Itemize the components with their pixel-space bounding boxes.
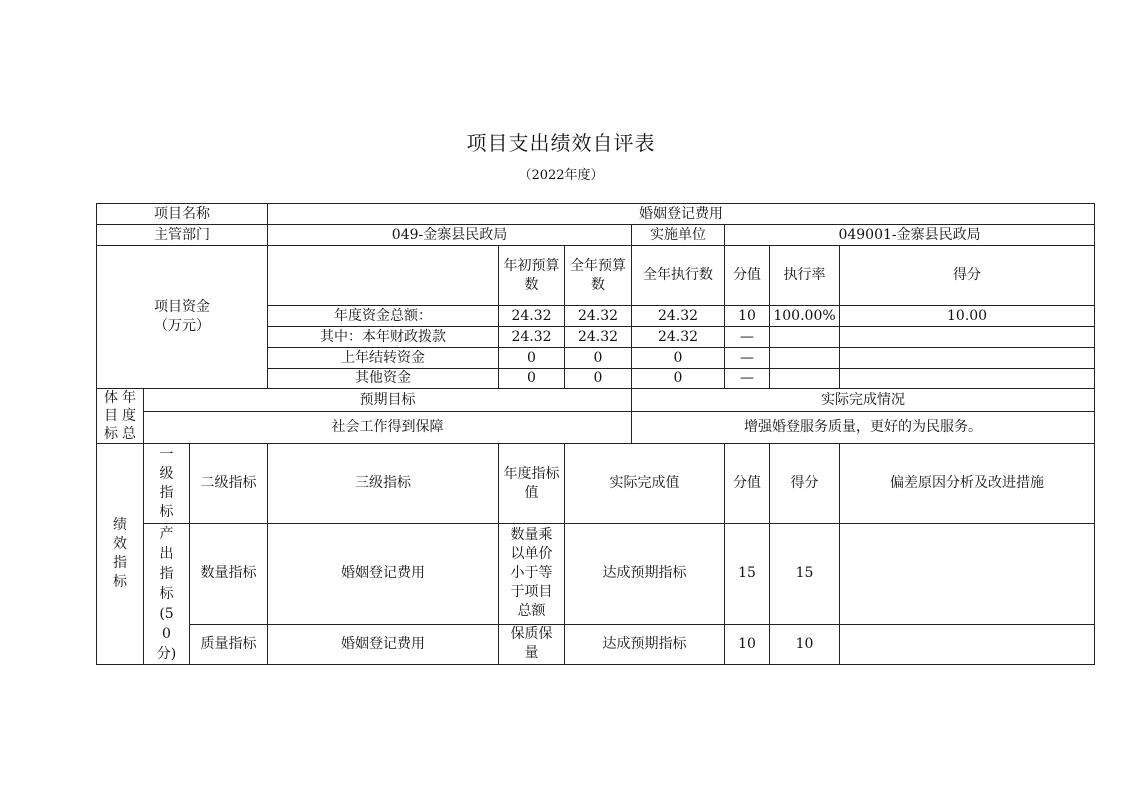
ind-level2: 质量指标 <box>190 624 268 664</box>
funds-row-label: 其中：本年财政拨款 <box>268 327 499 348</box>
project-name-value: 婚姻登记费用 <box>268 204 1095 225</box>
ind-level2: 数量指标 <box>190 524 268 625</box>
funds-row-exec: 24.32 <box>632 327 725 348</box>
ind-target: 保质保量 <box>499 624 565 664</box>
funds-row-score <box>840 327 1095 348</box>
funds-row-rate <box>770 348 840 369</box>
ind-actual: 达成预期指标 <box>565 524 725 625</box>
ind-score: 10 <box>770 624 840 664</box>
funds-row-initial: 0 <box>499 348 565 369</box>
funds-row-annual: 0 <box>565 369 632 389</box>
header-actual-value: 实际完成值 <box>565 444 725 524</box>
funds-row-score: 10.00 <box>840 306 1095 327</box>
ind-target: 数量乘以单价小于等于项目总额 <box>499 524 565 625</box>
expected-goal-header: 预期目标 <box>144 389 632 412</box>
funds-label-line2: （万元） <box>154 318 210 334</box>
header-level1: 一级指标 <box>144 444 190 524</box>
form-title: 项目支出绩效自评表 <box>466 131 656 155</box>
header-exec-rate: 执行率 <box>770 246 840 306</box>
header-level2: 二级指标 <box>190 444 268 524</box>
header-target: 年度指标值 <box>499 444 565 524</box>
form-subtitle: （2022年度） <box>518 168 604 183</box>
overall-goal-label <box>97 389 144 444</box>
funds-row-exec: 0 <box>632 348 725 369</box>
header-annual-budget: 全年预算数 <box>565 246 632 306</box>
indicators-section-label <box>97 444 144 665</box>
funds-header-blank <box>268 246 499 306</box>
funds-row-initial: 0 <box>499 369 565 389</box>
indicators-section-text: 绩效指标 <box>113 517 127 590</box>
level1-output: 产出指标(50分) <box>144 524 190 665</box>
funds-row-label: 年度资金总额： <box>268 306 499 327</box>
ind-deviation <box>840 624 1095 664</box>
ind-deviation <box>840 524 1095 625</box>
funds-row-label: 其他资金 <box>268 369 499 389</box>
header-annual-exec: 全年执行数 <box>632 246 725 306</box>
department-label: 主管部门 <box>97 225 268 246</box>
header-points: 分值 <box>725 246 770 306</box>
actual-completion-value: 增强婚登服务质量，更好的为民服务。 <box>632 412 1095 444</box>
funds-row-initial: 24.32 <box>499 327 565 348</box>
funds-row-points: — <box>725 348 770 369</box>
ind-level3: 婚姻登记费用 <box>268 524 499 625</box>
ind-actual: 达成预期指标 <box>565 624 725 664</box>
funds-row-label: 上年结转资金 <box>268 348 499 369</box>
header-initial-budget: 年初预算数 <box>499 246 565 306</box>
funds-row-points: — <box>725 369 770 389</box>
ind-level3: 婚姻登记费用 <box>268 624 499 664</box>
funds-label-line1: 项目资金 <box>154 299 210 315</box>
header-ind-points: 分值 <box>725 444 770 524</box>
funds-row-rate <box>770 327 840 348</box>
expected-goal-value: 社会工作得到保障 <box>144 412 632 444</box>
header-deviation: 偏差原因分析及改进措施 <box>840 444 1095 524</box>
overall-goal-label-text: 体 目 标 年 度 总 <box>104 390 136 442</box>
ind-points: 10 <box>725 624 770 664</box>
ind-points: 15 <box>725 524 770 625</box>
self-evaluation-table <box>96 203 1095 665</box>
funds-row-points: — <box>725 327 770 348</box>
header-ind-score: 得分 <box>770 444 840 524</box>
implementing-unit-value: 049001-金寨县民政局 <box>725 225 1095 246</box>
funds-row-initial: 24.32 <box>499 306 565 327</box>
project-name-label: 项目名称 <box>97 204 268 225</box>
ind-score: 15 <box>770 524 840 625</box>
funds-row-score <box>840 369 1095 389</box>
funds-row-annual: 24.32 <box>565 306 632 327</box>
header-level3: 三级指标 <box>268 444 499 524</box>
actual-completion-header: 实际完成情况 <box>632 389 1095 412</box>
funds-row-exec: 24.32 <box>632 306 725 327</box>
header-score: 得分 <box>840 246 1095 306</box>
funds-row-rate: 100.00% <box>770 306 840 327</box>
department-value: 049-金寨县民政局 <box>268 225 632 246</box>
funds-row-score <box>840 348 1095 369</box>
funds-row-points: 10 <box>725 306 770 327</box>
implementing-unit-label: 实施单位 <box>632 225 725 246</box>
funds-row-rate <box>770 369 840 389</box>
funds-label <box>97 246 268 389</box>
funds-row-annual: 24.32 <box>565 327 632 348</box>
funds-row-exec: 0 <box>632 369 725 389</box>
funds-row-annual: 0 <box>565 348 632 369</box>
